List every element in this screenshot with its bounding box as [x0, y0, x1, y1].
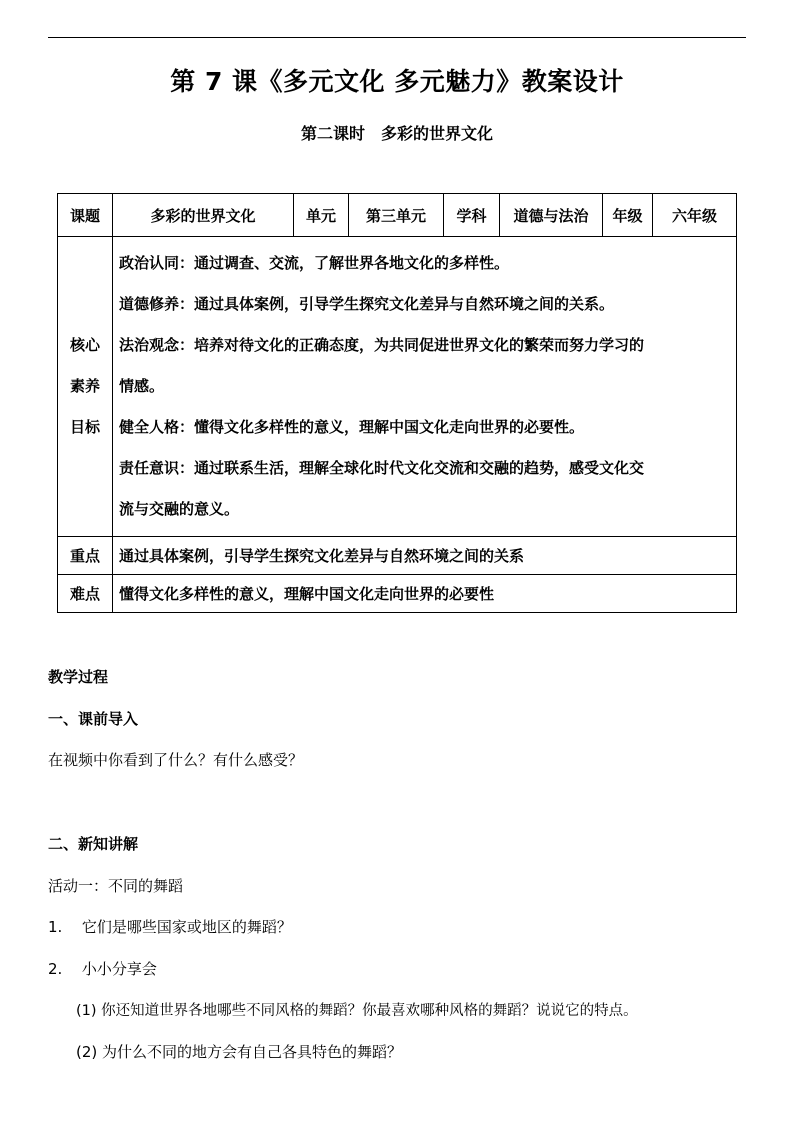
core-goals-label [58, 237, 113, 537]
unit-value: 第三单元 [349, 194, 444, 237]
document-title: 第 7 课《多元文化 多元魅力》教案设计 [170, 67, 624, 96]
core-goal-line: 道德修养：通过具体案例，引导学生探究文化差异与自然环境之间的关系。 [119, 295, 615, 313]
key-point-label: 重点 [58, 537, 113, 575]
table-header-row [58, 194, 737, 237]
core-label-line: 素养 [69, 377, 100, 395]
header-rule [48, 37, 746, 38]
difficulty-row [58, 575, 737, 613]
core-goals-content [113, 237, 737, 537]
core-goals-row [58, 237, 737, 537]
subject-value: 道德与法治 [500, 194, 603, 237]
activity1-title: 活动一：不同的舞蹈 [48, 877, 184, 895]
sub-question-1: (1) 你还知道世界各地哪些不同风格的舞蹈？你最喜欢哪种风格的舞蹈？说说它的特点。 [76, 1003, 638, 1019]
document-subtitle: 第二课时 多彩的世界文化 [300, 124, 493, 143]
key-point-text: 通过具体案例，引导学生探究文化差异与自然环境之间的关系 [113, 537, 737, 575]
process-heading: 教学过程 [48, 668, 109, 686]
difficulty-text: 懂得文化多样性的意义，理解中国文化走向世界的必要性 [113, 575, 737, 613]
core-label-line: 核心 [69, 336, 100, 354]
core-goal-line: 情感。 [119, 377, 165, 395]
topic-label: 课题 [58, 194, 113, 237]
section1-title: 一、课前导入 [48, 710, 139, 728]
core-goal-line: 政治认同：通过调查、交流，了解世界各地文化的多样性。 [119, 254, 510, 272]
section1-question: 在视频中你看到了什么？有什么感受？ [48, 751, 304, 769]
subject-label: 学科 [444, 194, 500, 237]
topic-value: 多彩的世界文化 [113, 194, 294, 237]
core-goal-line: 流与交融的意义。 [119, 500, 240, 518]
item-number: 2. [48, 960, 63, 978]
lesson-info-table [57, 193, 737, 613]
list-item [48, 958, 157, 979]
sub-question-2: (2) 为什么不同的地方会有自己各具特色的舞蹈？ [76, 1043, 403, 1061]
difficulty-label: 难点 [58, 575, 113, 613]
core-goal-line: 责任意识：通过联系生活，理解全球化时代文化交流和交融的趋势，感受文化交 [119, 459, 645, 477]
item-text: 小小分享会 [81, 960, 157, 978]
list-item [48, 916, 292, 937]
key-point-row [58, 537, 737, 575]
unit-label: 单元 [294, 194, 349, 237]
grade-label: 年级 [603, 194, 653, 237]
item-number: 1. [48, 918, 63, 936]
core-goal-line: 法治观念：培养对待文化的正确态度，为共同促进世界文化的繁荣而努力学习的 [119, 336, 645, 354]
section2-title: 二、新知讲解 [48, 835, 139, 853]
item-text: 它们是哪些国家或地区的舞蹈？ [81, 918, 292, 936]
core-goal-line: 健全人格：懂得文化多样性的意义，理解中国文化走向世界的必要性。 [119, 418, 585, 436]
core-label-line: 目标 [69, 418, 100, 436]
grade-value: 六年级 [653, 194, 737, 237]
